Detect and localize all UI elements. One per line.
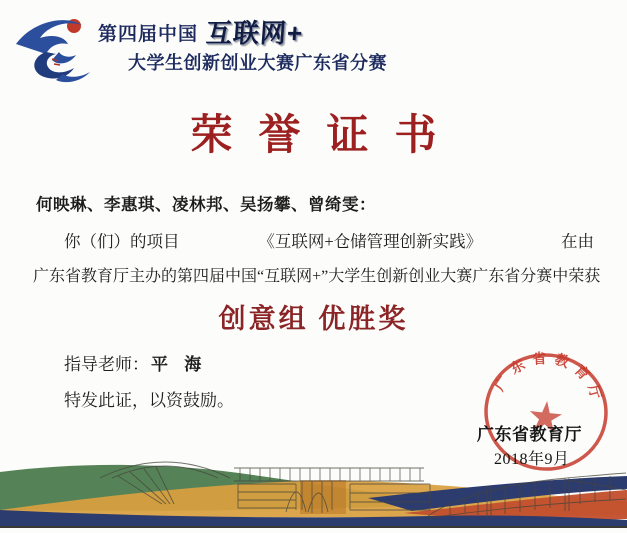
issuer-name: 广东省教育厅 bbox=[477, 425, 582, 444]
advisor-line bbox=[64, 350, 207, 375]
advisor-name: 平 海 bbox=[151, 355, 208, 374]
project-line bbox=[36, 228, 594, 252]
issue-date: 2018年9月 bbox=[494, 451, 570, 468]
footer-skyline-art bbox=[0, 458, 627, 533]
recipients-line: 何映琳、李惠琪、凌林邦、吴扬攀、曾绮雯： bbox=[36, 195, 376, 214]
svg-text:广东省教育厅 bbox=[490, 344, 611, 410]
competition-subtitle: 大学生创新创业大赛广东省分赛 bbox=[128, 53, 387, 73]
project-prefix: 你（们）的项目 bbox=[64, 232, 180, 251]
header-line1 bbox=[98, 20, 387, 46]
award-name: 创意组 优胜奖 bbox=[218, 304, 409, 334]
project-suffix: 在由 bbox=[561, 232, 594, 251]
certificate-title: 荣誉证书 bbox=[190, 113, 463, 159]
seal-arc-text: 广东省教育厅 bbox=[492, 351, 605, 408]
competition-edition-text: 第四届中国 bbox=[98, 24, 199, 45]
closing-line: 特发此证，以资鼓励。 bbox=[64, 391, 234, 410]
advisor-label: 指导老师： bbox=[64, 355, 149, 374]
internet-plus-wordmark: 互联网+ bbox=[204, 18, 305, 48]
project-name: 《互联网+仓储管理创新实践》 bbox=[258, 232, 483, 251]
internet-plus-logo-icon bbox=[12, 12, 100, 86]
header bbox=[98, 20, 387, 72]
competition-body-line: 广东省教育厅主办的第四届中国“互联网+”大学生创新创业大赛广东省分赛中荣获 bbox=[33, 268, 601, 285]
